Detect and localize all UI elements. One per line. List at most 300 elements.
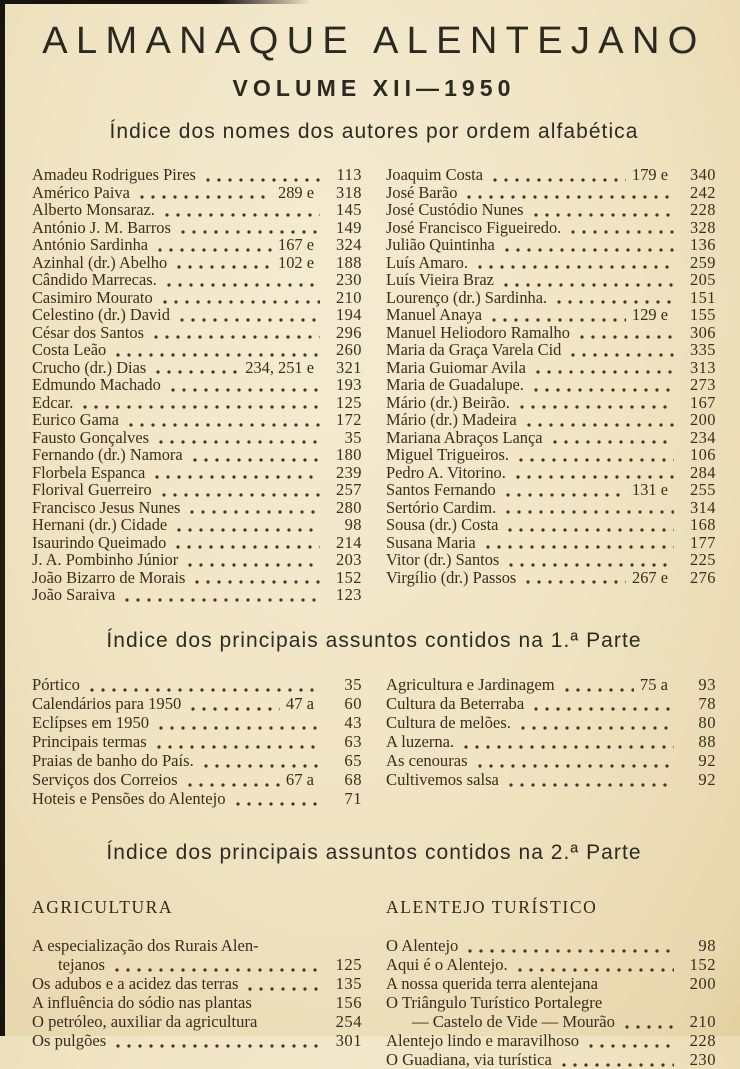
dot-leader [179, 310, 320, 323]
entry-title: Luís Vieira Braz [386, 270, 494, 289]
entry-title: Casimiro Mourato [32, 287, 153, 307]
index-entry [386, 974, 716, 993]
dot-leader [114, 960, 320, 973]
entry-page-number: 156 [335, 992, 362, 1012]
entry-page-number: 225 [689, 550, 716, 569]
index-entry [386, 394, 716, 412]
entry-page-number: 239 [335, 462, 362, 482]
dot-leader [588, 1036, 674, 1049]
index-entry [386, 993, 716, 1012]
dot-leader [170, 380, 320, 393]
entry-page-number: 200 [689, 410, 716, 429]
dot-leader [153, 327, 320, 340]
authors-column-right [386, 166, 716, 604]
entry-title: Cândido Marrecas. [32, 270, 157, 289]
entry-title: Edmundo Machado [32, 375, 161, 394]
entry-page-number: 152 [689, 954, 716, 974]
index-entry [32, 446, 362, 464]
entry-page-number: 194 [335, 305, 362, 324]
entry-title: Sousa (dr.) Costa [386, 515, 499, 534]
entry-page-number: 254 [335, 1011, 362, 1031]
entry-title: Pedro A. Vitorino. [386, 462, 506, 482]
dot-leader [154, 467, 320, 480]
authors-index-heading: Índice dos nomes dos autores por ordem alfabética [109, 120, 639, 143]
index-entry [386, 1012, 716, 1031]
entry-title: Florival Guerreiro [32, 480, 152, 499]
index-entry [32, 201, 362, 219]
entry-title: António Sardinha [32, 235, 149, 254]
dot-leader [505, 502, 674, 515]
entry-title: Praias de banho do País. [32, 750, 194, 770]
index-entry [32, 324, 362, 342]
entry-page-number: 92 [698, 769, 716, 789]
index-entry [32, 993, 362, 1012]
index-entry [32, 955, 362, 974]
entry-page-number: 177 [689, 532, 716, 552]
entry-title: Maria de Guadalupe. [386, 375, 524, 394]
dot-leader [561, 1055, 674, 1068]
entry-page-number: 324 [335, 235, 362, 254]
entry-page-number: 168 [689, 515, 716, 534]
entry-page-number: 149 [335, 217, 362, 237]
entry-title: Vitor (dr.) Santos [386, 550, 500, 569]
dot-leader [261, 998, 320, 1011]
entry-page-number: 145 [335, 200, 362, 219]
index-entry [386, 219, 716, 237]
entry-title: Lourenço (dr.) Sardinha. [386, 287, 548, 307]
entry-title: Hernani (dr.) Cidade [32, 515, 168, 534]
entry-title: Celestino (dr.) David [32, 305, 170, 324]
index-entry [386, 271, 716, 289]
entry-page-number: 230 [335, 270, 362, 289]
dot-leader [194, 572, 320, 585]
entry-page-number: 188 [335, 252, 362, 272]
dot-leader [570, 222, 674, 235]
entry-title: Cultura de melões. [386, 712, 511, 732]
part2-column-alentejo-turistico [386, 887, 716, 1069]
dot-leader [162, 292, 320, 305]
entry-page-number: 214 [335, 532, 362, 552]
entry-title: Amadeu Rodrigues Pires [32, 165, 196, 184]
dot-leader [155, 362, 239, 375]
dot-leader [564, 680, 634, 693]
entry-title: A nossa querida terra alentejana [386, 973, 598, 993]
index-entry [386, 675, 716, 694]
entry-page-number: 68 [344, 769, 362, 789]
entry-title: Crucho (dr.) Dias [32, 357, 147, 377]
entry-page-number: 125 [335, 392, 362, 412]
entry-page-number: 228 [689, 200, 716, 219]
book-title: ALMANAQUE ALENTEJANO [42, 20, 706, 62]
entry-title: Sertório Cardim. [386, 497, 497, 517]
entry-page-number: 205 [689, 270, 716, 289]
entry-pages-extra: 67 a [285, 769, 314, 789]
index-entry [32, 751, 362, 770]
index-entry [32, 694, 362, 713]
entry-pages-extra: 234, 251 e [245, 357, 314, 377]
entry-page-number: 98 [698, 935, 716, 955]
dot-leader [139, 187, 272, 200]
entry-title: O Triângulo Turístico Portalegre [386, 992, 603, 1012]
index-entry [386, 499, 716, 517]
entry-page-number: 210 [689, 1011, 716, 1031]
index-entry [32, 481, 362, 499]
index-entry [386, 341, 716, 359]
index-entry [386, 751, 716, 770]
dot-leader [115, 1036, 320, 1049]
part2-column-agricultura [32, 887, 362, 1069]
entry-title: Os adubos e a acidez das terras [32, 973, 239, 993]
dot-leader [533, 380, 674, 393]
index-entry [32, 586, 362, 604]
index-entry [32, 166, 362, 184]
entry-page-number: 210 [335, 287, 362, 307]
entry-page-number: 180 [335, 445, 362, 464]
entry-title: Serviços dos Correios [32, 769, 178, 789]
index-entry [386, 481, 716, 499]
dot-leader [505, 485, 626, 498]
entry-title: — Castelo de Vide — Mourão [412, 1011, 615, 1031]
entry-title: tejanos [58, 954, 106, 974]
dot-leader [115, 345, 320, 358]
alentejo-turistico-subheading: ALENTEJO TURÍSTICO [386, 896, 598, 917]
entry-title: Manuel Heliodoro Ramalho [386, 322, 570, 342]
entry-page-number: 78 [698, 693, 716, 713]
entry-page-number: 203 [335, 550, 362, 569]
index-entry [32, 569, 362, 587]
index-entry [32, 499, 362, 517]
dot-leader [175, 537, 320, 550]
dot-leader [485, 537, 674, 550]
index-entry [386, 464, 716, 482]
part1-column-right [386, 675, 716, 808]
entry-title: Mário (dr.) Madeira [386, 410, 517, 429]
agricultura-entries [32, 936, 362, 1050]
entry-pages-extra: 267 e [632, 567, 668, 587]
volume-line: VOLUME XII—1950 [232, 75, 516, 101]
entry-page-number: 234 [689, 427, 716, 447]
part1-column-left [32, 675, 362, 808]
index-entry [32, 551, 362, 569]
index-entry [32, 411, 362, 429]
index-entry [32, 219, 362, 237]
dot-leader [556, 292, 674, 305]
entry-title: Florbela Espanca [32, 462, 146, 482]
dot-leader [176, 257, 272, 270]
dot-leader [520, 718, 674, 731]
dot-leader [176, 520, 320, 533]
entry-page-number: 280 [335, 497, 362, 517]
index-entry [386, 324, 716, 342]
entry-page-number: 314 [689, 497, 716, 517]
entry-title: A luzerna. [386, 731, 455, 751]
entry-title: Francisco Jesus Nunes [32, 497, 181, 517]
entry-title: Fausto Gonçalves [32, 427, 149, 447]
entry-page-number: 276 [689, 567, 716, 587]
index-entry [386, 166, 716, 184]
entry-title: Julião Quintinha [386, 235, 495, 254]
entry-title: Azinhal (dr.) Abelho [32, 252, 168, 272]
entry-title: António J. M. Barros [32, 217, 171, 237]
index-entry [386, 359, 716, 377]
entry-title: Edcar. [32, 392, 74, 412]
dot-leader [570, 345, 674, 358]
dot-leader [515, 467, 674, 480]
dot-leader [517, 960, 674, 973]
index-entry [386, 516, 716, 534]
part1-index [32, 675, 716, 808]
index-entry [32, 394, 362, 412]
entry-page-number: 340 [689, 165, 716, 184]
entry-title: O Guadiana, via turística [386, 1049, 552, 1069]
dot-leader [491, 310, 626, 323]
entry-title: Os pulgões [32, 1030, 107, 1050]
dot-leader [526, 415, 674, 428]
dot-leader [124, 590, 320, 603]
index-entry [386, 376, 716, 394]
index-entry [32, 306, 362, 324]
entry-title: João Saraiva [32, 585, 116, 604]
index-entry [386, 429, 716, 447]
entry-title: Alentejo lindo e maravilhoso [386, 1030, 580, 1050]
entry-page-number: 93 [698, 674, 716, 694]
dot-leader [180, 222, 320, 235]
index-entry [32, 713, 362, 732]
entry-page-number: 255 [689, 480, 716, 499]
entry-title: As cenouras [386, 750, 468, 770]
entry-page-number: 313 [689, 357, 716, 377]
entry-title: Isaurindo Queimado [32, 532, 167, 552]
part1-index-heading: Índice dos principais assuntos contidos na 1.ª Parte [106, 628, 642, 652]
index-entry [386, 1031, 716, 1050]
dot-leader [507, 520, 674, 533]
entry-page-number: 80 [698, 712, 716, 732]
entry-page-number: 152 [335, 567, 362, 587]
index-entry [386, 411, 716, 429]
index-entry [386, 306, 716, 324]
index-entry [386, 254, 716, 272]
entry-pages-extra: 102 e [278, 252, 314, 272]
entry-page-number: 136 [689, 235, 716, 254]
dot-leader [525, 572, 626, 585]
entry-title: Pórtico [32, 674, 80, 694]
entry-pages-extra: 131 e [632, 480, 668, 499]
dot-leader [189, 502, 320, 515]
entry-title: Mariana Abraços Lança [386, 427, 543, 447]
entry-page-number: 63 [344, 731, 362, 751]
entry-title: Costa Leão [32, 340, 107, 359]
entry-page-number: 228 [689, 1030, 716, 1050]
entry-pages-extra: 129 e [632, 305, 668, 324]
entry-page-number: 123 [335, 585, 362, 604]
entry-page-number: 35 [344, 674, 362, 694]
entry-page-number: 155 [689, 305, 716, 324]
dot-leader [161, 485, 320, 498]
index-entry [32, 236, 362, 254]
entry-page-number: 35 [344, 427, 362, 447]
agricultura-subheading: AGRICULTURA [32, 896, 174, 917]
dot-leader [518, 450, 674, 463]
entry-page-number: 98 [344, 515, 362, 534]
index-entry [32, 1012, 362, 1031]
dot-leader [503, 275, 674, 288]
entry-title: Aqui é o Alentejo. [386, 954, 508, 974]
dot-leader [519, 397, 674, 410]
index-entry [32, 789, 362, 808]
dot-leader [192, 450, 320, 463]
entry-title: Eurico Gama [32, 410, 119, 429]
index-entry [386, 694, 716, 713]
dot-leader [158, 432, 320, 445]
dot-leader [508, 555, 674, 568]
dot-leader [158, 718, 320, 731]
entry-title: J. A. Pombinho Júnior [32, 550, 179, 569]
entry-page-number: 321 [335, 357, 362, 377]
entry-title: Maria da Graça Varela Cid [386, 340, 562, 359]
entry-page-number: 113 [336, 165, 362, 184]
dot-leader [89, 680, 320, 693]
entry-title: Santos Fernando [386, 480, 496, 499]
entry-page-number: 43 [344, 712, 362, 732]
entry-page-number: 193 [335, 375, 362, 394]
entry-title: Mário (dr.) Beirão. [386, 392, 510, 412]
entry-page-number: 151 [689, 287, 716, 307]
entry-page-number: 65 [344, 750, 362, 770]
dot-leader [156, 737, 320, 750]
entry-page-number: 92 [698, 750, 716, 770]
index-entry [386, 534, 716, 552]
entry-title: José Barão [386, 182, 458, 202]
entry-page-number: 242 [689, 182, 716, 202]
entry-title: Susana Maria [386, 532, 476, 552]
authors-index [32, 166, 716, 604]
entry-pages-extra: 179 e [632, 165, 668, 184]
entry-page-number: 296 [335, 322, 362, 342]
entry-title: A especialização dos Rurais Alen- [32, 935, 259, 955]
index-entry [32, 675, 362, 694]
entry-title: Hoteis e Pensões do Alentejo [32, 788, 226, 808]
index-entry [386, 446, 716, 464]
entry-title: João Bizarro de Morais [32, 567, 186, 587]
entry-pages-extra: 47 a [285, 693, 314, 713]
index-entry [32, 359, 362, 377]
entry-page-number: 172 [335, 410, 362, 429]
dot-leader [128, 415, 320, 428]
index-entry [386, 201, 716, 219]
dot-leader [552, 432, 674, 445]
dot-leader [492, 170, 626, 183]
dot-leader [477, 257, 674, 270]
part2-index-heading: Índice dos principais assuntos contidos na 2.ª Parte [106, 840, 642, 864]
index-entry [32, 254, 362, 272]
entry-title: O petróleo, auxiliar da agricultura [32, 1011, 258, 1031]
entry-title: Agricultura e Jardinagem [386, 674, 555, 694]
entry-page-number: 284 [689, 462, 716, 482]
entry-title: Calendários para 1950 [32, 693, 182, 713]
index-entry [32, 1031, 362, 1050]
entry-page-number: 106 [689, 445, 716, 464]
dot-leader [157, 240, 272, 253]
entry-title: Fernando (dr.) Namora [32, 445, 183, 464]
entry-page-number: 167 [689, 392, 716, 412]
entry-title: Alberto Monsaraz. [32, 200, 155, 219]
index-entry [386, 770, 716, 789]
index-entry [386, 1050, 716, 1069]
entry-title: A influência do sódio nas plantas [32, 992, 252, 1012]
dot-leader [203, 756, 320, 769]
dot-leader [187, 555, 320, 568]
index-entry [32, 464, 362, 482]
entry-title: Miguel Trigueiros. [386, 445, 509, 464]
dot-leader [607, 979, 674, 992]
dot-leader [187, 775, 280, 788]
entry-pages-extra: 75 a [639, 674, 668, 694]
entry-page-number: 306 [689, 322, 716, 342]
index-entry [32, 289, 362, 307]
entry-page-number: 318 [335, 182, 362, 202]
index-entry [386, 713, 716, 732]
dot-leader [164, 205, 320, 218]
dot-leader [205, 170, 320, 183]
entry-page-number: 260 [335, 340, 362, 359]
entry-title: Américo Paiva [32, 182, 130, 202]
entry-page-number: 60 [344, 693, 362, 713]
entry-page-number: 273 [689, 375, 716, 394]
index-entry [32, 516, 362, 534]
entry-title: Joaquim Costa [386, 165, 483, 184]
entry-page-number: 257 [335, 480, 362, 499]
dot-leader [477, 756, 674, 769]
dot-leader [533, 205, 674, 218]
entry-page-number: 230 [689, 1049, 716, 1069]
index-entry [32, 936, 362, 955]
entry-title: Cultura da Beterraba [386, 693, 525, 713]
dot-leader [533, 699, 674, 712]
dot-leader [190, 699, 280, 712]
index-entry [32, 770, 362, 789]
entry-page-number: 335 [689, 340, 716, 359]
index-entry [32, 271, 362, 289]
dot-leader [535, 362, 674, 375]
dot-leader [266, 1017, 320, 1030]
entry-pages-extra: 167 e [278, 235, 314, 254]
index-entry [386, 236, 716, 254]
entry-page-number: 88 [698, 731, 716, 751]
entry-title: Eclípses em 1950 [32, 712, 150, 732]
index-entry [32, 534, 362, 552]
entry-page-number: 71 [344, 788, 362, 808]
entry-page-number: 135 [335, 973, 362, 993]
entry-title: Principais termas [32, 731, 147, 751]
entry-title: Cultivemos salsa [386, 769, 499, 789]
entry-page-number: 301 [335, 1030, 362, 1050]
index-entry [386, 732, 716, 751]
dot-leader [463, 737, 674, 750]
index-entry [32, 376, 362, 394]
entry-title: Manuel Anaya [386, 305, 483, 324]
index-entry [32, 974, 362, 993]
entry-page-number: 259 [689, 252, 716, 272]
index-entry [386, 955, 716, 974]
dot-leader [624, 1017, 674, 1030]
dot-leader [504, 240, 674, 253]
entry-title: Maria Guiomar Avila [386, 357, 526, 377]
entry-title: O Alentejo [386, 935, 459, 955]
index-entry [386, 936, 716, 955]
dot-leader [508, 775, 674, 788]
index-entry [32, 429, 362, 447]
authors-column-left [32, 166, 362, 604]
